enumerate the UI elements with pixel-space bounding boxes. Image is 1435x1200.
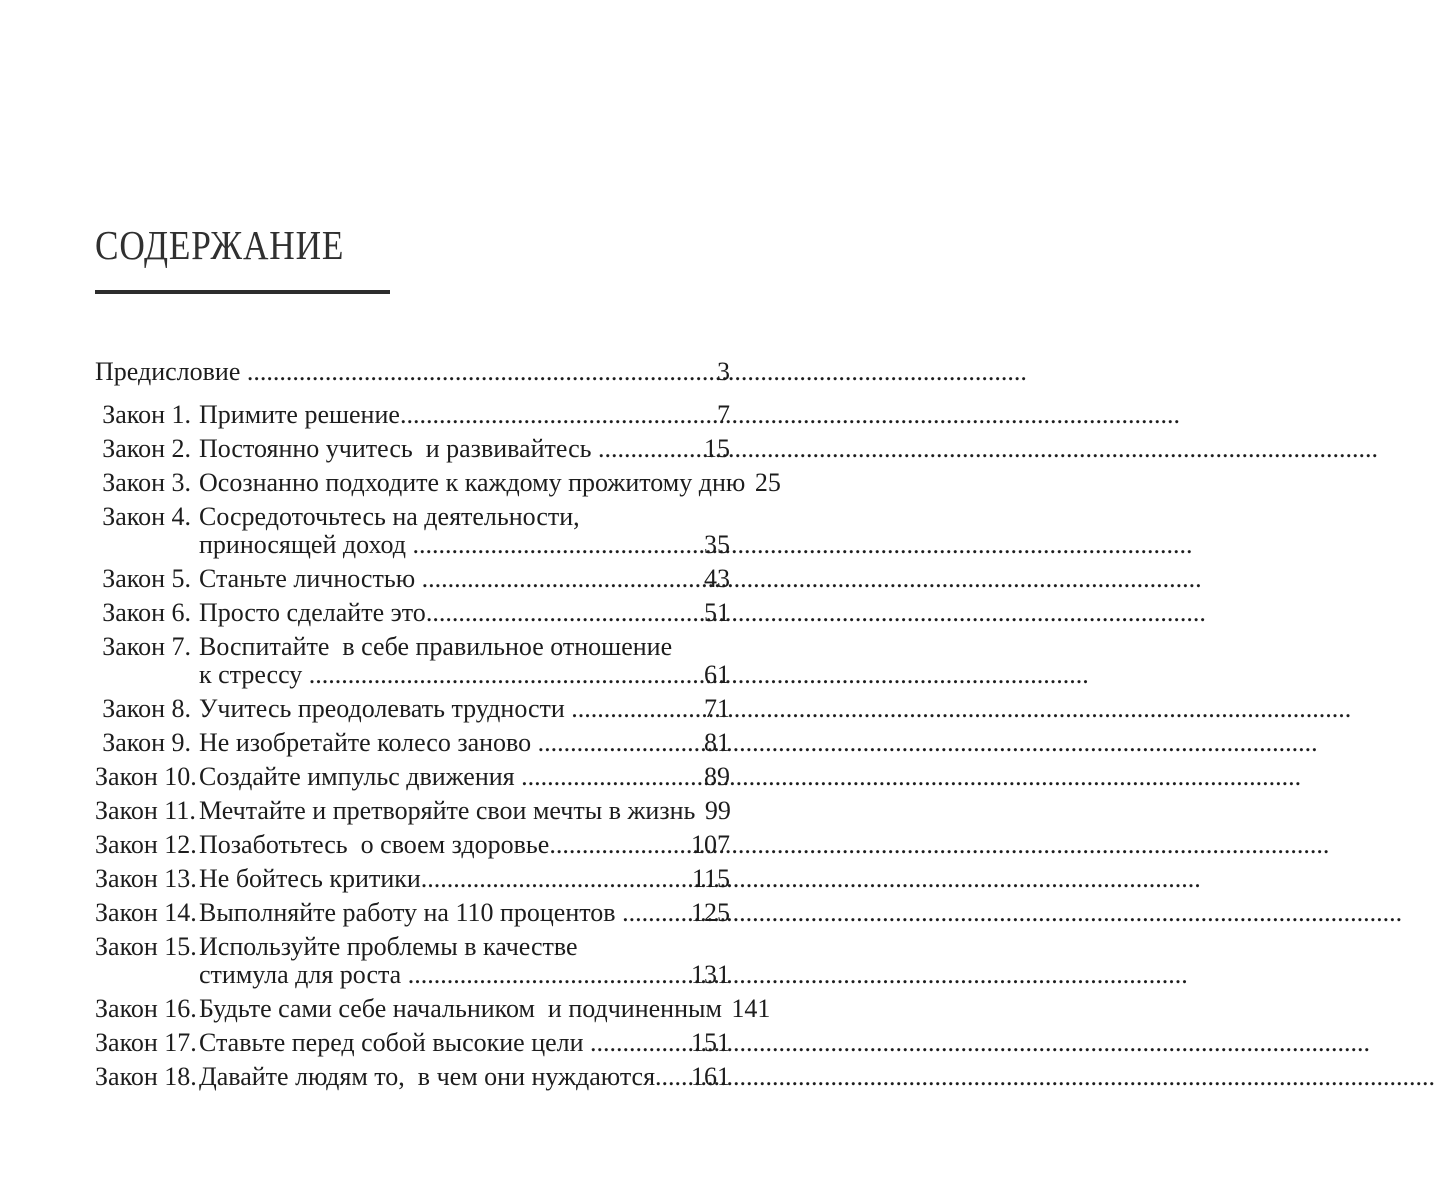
toc-entry-label: Закон 5. <box>102 564 191 593</box>
dot-leader <box>538 729 701 757</box>
toc-entry-label: Закон 1. <box>102 400 191 429</box>
toc-entry-title: Постоянно учитесь и развивайтесь <box>199 434 598 463</box>
toc-entry-title: Учитесь преодолевать трудности <box>199 694 572 723</box>
toc-entry <box>95 633 730 689</box>
toc-entry-label: Закон 7. <box>102 632 191 661</box>
toc-entry-label: Закон 11. <box>95 796 196 825</box>
toc-entry-line <box>95 961 730 989</box>
toc-entry-title: Сосредоточьтесь на деятельности, <box>199 502 580 531</box>
toc-entry-line <box>95 763 730 791</box>
toc-preface-entry <box>95 358 730 386</box>
toc-entry-label: Закон 9. <box>102 728 191 757</box>
toc-list <box>95 357 781 1091</box>
toc-entry-title: Не бойтесь критики <box>199 864 421 893</box>
toc-entry-label: Закон 4. <box>102 502 191 531</box>
toc-entry-title: Не изобретайте колесо заново <box>199 728 538 757</box>
dot-leader <box>400 401 714 429</box>
toc-entry <box>95 401 730 429</box>
toc-entry-line <box>95 695 730 723</box>
dot-leader <box>247 358 714 386</box>
toc-entry-title: Просто сделайте это <box>199 598 426 627</box>
toc-entry-label: Закон 17. <box>95 1028 197 1057</box>
toc-entry <box>95 1063 730 1091</box>
toc-entry-title: Станьте личностью <box>199 564 422 593</box>
toc-entry-title: Давайте людям то, в чем они нуждаются <box>199 1062 656 1091</box>
toc-entry-title: Примите решение <box>199 400 400 429</box>
toc-entry <box>95 599 730 627</box>
toc-entry <box>95 729 730 757</box>
toc-entry-page: 25 <box>754 468 781 497</box>
toc-entry-page: 99 <box>704 796 731 825</box>
dot-leader <box>590 1029 688 1057</box>
toc-entry-page: 35 <box>704 530 730 559</box>
toc-entry-label: Закон 10. <box>95 762 197 791</box>
dot-leader <box>655 1063 688 1091</box>
title-divider-rule <box>95 290 390 294</box>
toc-preface-title: Предисловие <box>95 357 247 386</box>
toc-entry-page: 141 <box>731 994 771 1023</box>
toc-entry-title: Осознанно подходите к каждому прожитому дню <box>199 468 752 497</box>
toc-entry-line <box>95 565 730 593</box>
toc-entry-page: 7 <box>717 400 730 429</box>
toc-entry <box>95 797 730 825</box>
dot-leader <box>571 695 701 723</box>
toc-preface-page: 3 <box>717 357 730 386</box>
toc-entry-line <box>95 661 730 689</box>
toc-entry-line <box>95 933 730 961</box>
toc-entry-title: Будьте сами себе начальником и подчиненным <box>199 994 729 1023</box>
toc-entry-label: Закон 12. <box>95 830 197 859</box>
toc-entry-label: Закон 13. <box>95 864 197 893</box>
dot-leader <box>549 831 688 859</box>
dot-leader <box>309 661 701 689</box>
toc-entry-label: Закон 6. <box>102 598 191 627</box>
toc-entry-page: 161 <box>691 1062 730 1091</box>
toc-entry-line <box>95 797 730 825</box>
dot-leader <box>422 565 701 593</box>
toc-entry-line <box>95 599 730 627</box>
toc-entry-page: 125 <box>691 898 730 927</box>
dot-leader <box>521 763 701 791</box>
toc-entry-line <box>95 633 730 661</box>
toc-entry-label: Закон 3. <box>102 468 191 497</box>
toc-entry-page: 15 <box>704 434 730 463</box>
toc-entry-label: Закон 8. <box>102 694 191 723</box>
toc-entry <box>95 435 730 463</box>
toc-entry-line <box>95 994 771 1023</box>
toc-entry-title: Позаботьтесь о своем здоровье <box>199 830 550 859</box>
toc-entry-line <box>95 401 730 429</box>
toc-entry <box>95 831 730 859</box>
toc-entry-line <box>95 1029 730 1057</box>
toc-entry <box>95 565 730 593</box>
toc-entry <box>95 1029 730 1057</box>
toc-entry-title: стимула для роста <box>199 960 408 989</box>
toc-entry-page: 43 <box>704 564 730 593</box>
toc-entry-line <box>95 1063 730 1091</box>
toc-entry-line <box>95 435 730 463</box>
toc-entry-line <box>95 468 781 497</box>
toc-entry-title: Создайте импульс движения <box>199 762 522 791</box>
toc-entry <box>95 695 730 723</box>
toc-entry-page: 107 <box>691 830 730 859</box>
dot-leader <box>622 899 688 927</box>
toc-entry-line <box>95 531 730 559</box>
toc-entry <box>95 933 730 989</box>
toc-entry-line <box>95 831 730 859</box>
toc-entry <box>95 994 771 1023</box>
toc-entry-page: 131 <box>691 960 730 989</box>
toc-entry-label: Закон 2. <box>102 434 191 463</box>
toc-entry-label: Закон 18. <box>95 1062 197 1091</box>
toc-entry-page: 61 <box>704 660 730 689</box>
toc-entry-line <box>95 899 730 927</box>
toc-entry-title: Используйте проблемы в качестве <box>199 932 578 961</box>
toc-entry <box>95 503 730 559</box>
toc-entry-line <box>95 729 730 757</box>
toc-entry-label: Закон 15. <box>95 932 197 961</box>
toc-entry-page: 89 <box>704 762 730 791</box>
toc-entry-title: Мечтайте и претворяйте свои мечты в жизнь <box>199 796 702 825</box>
toc-entry <box>95 468 781 497</box>
toc-entry-page: 51 <box>704 598 730 627</box>
dot-leader <box>598 435 701 463</box>
toc-entry-line <box>95 503 730 531</box>
toc-entry-title: приносящей доход <box>199 530 413 559</box>
toc-entry-label: Закон 14. <box>95 898 197 927</box>
toc-entry-label: Закон 16. <box>95 994 197 1023</box>
toc-entry-page: 115 <box>691 864 730 893</box>
toc-entry-title: Воспитайте в себе правильное отношение <box>199 632 673 661</box>
dot-leader <box>412 531 701 559</box>
toc-entry <box>95 763 730 791</box>
toc-entry-page: 151 <box>691 1028 730 1057</box>
page-title: СОДЕРЖАНИЕ <box>95 222 345 268</box>
toc-entry <box>95 865 730 893</box>
toc-entry-title: к стрессу <box>199 660 309 689</box>
toc-entry-title: Ставьте перед собой высокие цели <box>199 1028 591 1057</box>
toc-entry-line <box>95 358 730 386</box>
toc-entry-line <box>95 865 730 893</box>
dot-leader <box>421 865 689 893</box>
toc-entry <box>95 899 730 927</box>
dot-leader <box>426 599 701 627</box>
toc-entry-page: 71 <box>704 694 730 723</box>
toc-entry-title: Выполняйте работу на 110 процентов <box>199 898 623 927</box>
toc-entry-page: 81 <box>704 728 730 757</box>
dot-leader <box>408 961 688 989</box>
